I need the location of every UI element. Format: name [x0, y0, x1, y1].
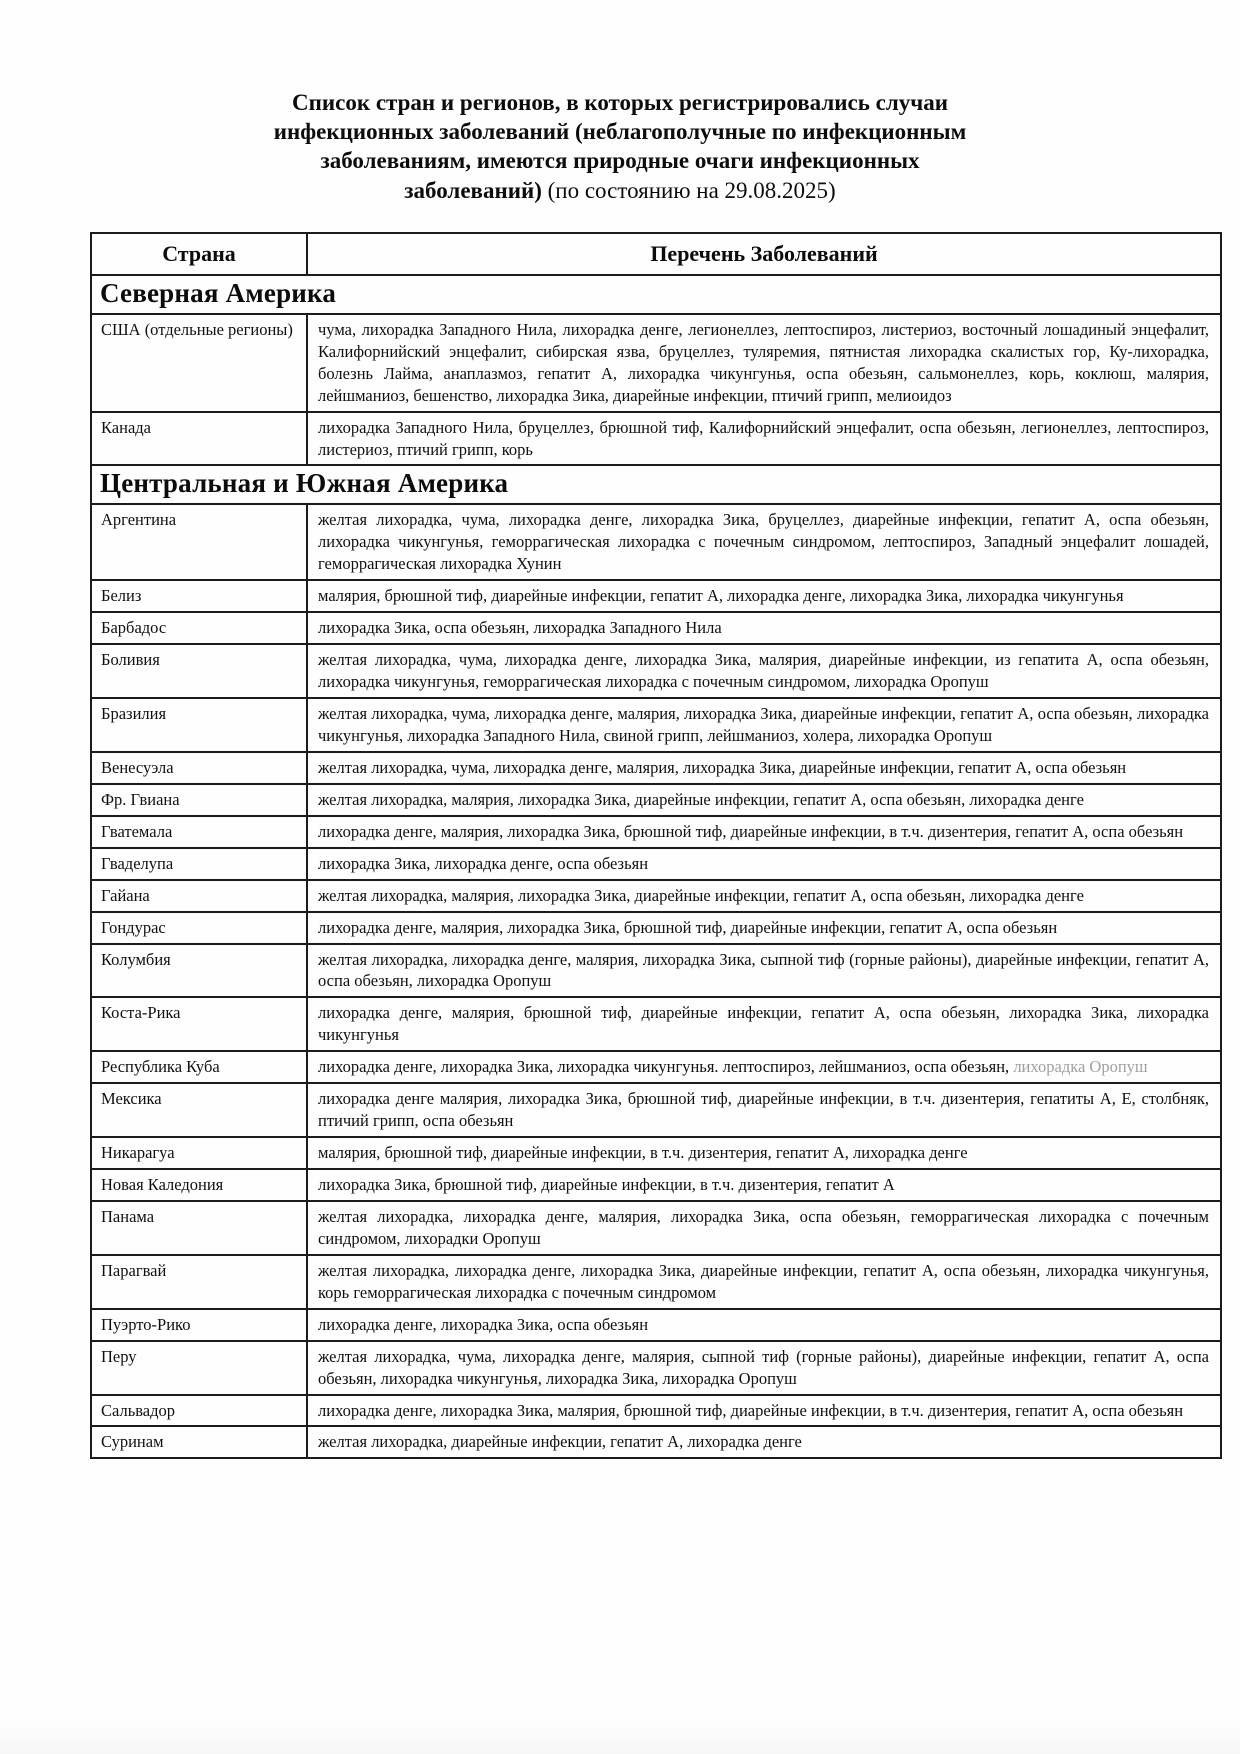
diseases-list — [307, 412, 1221, 466]
table-row — [91, 580, 1221, 612]
table-row — [91, 1426, 1221, 1458]
diseases-text: малярия, брюшной тиф, диарейные инфекции, гепатит А, лихорадка денге, лихорадка Зика, лихорадка чикунгунья — [318, 586, 1124, 606]
table-row — [91, 1309, 1221, 1341]
country-name: Гваделупа — [91, 848, 307, 880]
title-line-4-bold: заболеваний) — [404, 177, 542, 203]
country-name: Бразилия — [91, 698, 307, 752]
country-name: США (отдельные регионы) — [91, 314, 307, 412]
diseases-list — [307, 784, 1221, 816]
country-name: Коста-Рика — [91, 997, 307, 1051]
diseases-text: желтая лихорадка, диарейные инфекции, гепатит А, лихорадка денге — [318, 1432, 802, 1452]
diseases-text-faded: лихорадка Оропуш — [1009, 1057, 1148, 1077]
table-header — [91, 233, 1221, 275]
diseases-list — [307, 1137, 1221, 1169]
country-name: Республика Куба — [91, 1051, 307, 1083]
diseases-text: лихорадка денге, лихорадка Зика, малярия, брюшной тиф, диарейные инфекции, в т.ч. дизентерия, гепатит А, оспа обезьян — [318, 1400, 1184, 1420]
section-row — [91, 275, 1221, 314]
country-name: Венесуэла — [91, 752, 307, 784]
country-name: Никарагуа — [91, 1137, 307, 1169]
scan-artifact — [0, 1714, 1240, 1754]
table-row — [91, 1341, 1221, 1395]
title-line-4 — [180, 176, 1060, 205]
diseases-text: желтая лихорадка, чума, лихорадка денге, малярия, лихорадка Зика, диарейные инфекции, гепатит А, оспа обезьян, лихорадка чикунгунья, лихорадка Западного Нила, свиной грипп, лейшманиоз, холера, лихорадка Оропуш — [318, 704, 1209, 745]
diseases-text: лихорадка Западного Нила, бруцеллез, брюшной тиф, Калифорнийский энцефалит, оспа обезьян, легионеллез, лептоспироз, листериоз, птичий грипп, корь — [318, 417, 1209, 459]
diseases-text: малярия, брюшной тиф, диарейные инфекции, в т.ч. дизентерия, гепатит А, лихорадка денге — [318, 1143, 968, 1163]
diseases-text: желтая лихорадка, чума, лихорадка денге, малярия, лихорадка Зика, диарейные инфекции, гепатит А, оспа обезьян — [318, 757, 1127, 777]
country-name: Панама — [91, 1201, 307, 1255]
diseases-list — [307, 1051, 1221, 1083]
table-row — [91, 314, 1221, 412]
diseases-list — [307, 612, 1221, 644]
title-line-1: Список стран и регионов, в которых регистрировались случаи — [292, 90, 948, 115]
diseases-list — [307, 1201, 1221, 1255]
table-row — [91, 944, 1221, 998]
diseases-text: желтая лихорадка, лихорадка денге, малярия, лихорадка Зика, сыпной тиф (горные районы), диарейные инфекции, гепатит А, оспа обезьян, лихорадка Оропуш — [318, 949, 1209, 991]
diseases-text: лихорадка денге, лихорадка Зика, оспа обезьян — [318, 1314, 649, 1334]
diseases-list — [307, 1169, 1221, 1201]
table-row — [91, 1201, 1221, 1255]
diseases-list — [307, 997, 1221, 1051]
table-row — [91, 880, 1221, 912]
document-title — [180, 0, 1060, 205]
diseases-text: желтая лихорадка, чума, лихорадка денге, лихорадка Зика, бруцеллез, диарейные инфекции, гепатит А, оспа обезьян, лихорадка чикунгунья, геморрагическая лихорадка с почечным синдромом, лептоспироз, Западный энцефалит лошадей, геморрагическая лихорадка Хунин — [318, 510, 1209, 574]
diseases-list — [307, 698, 1221, 752]
table-row — [91, 612, 1221, 644]
country-name: Барбадос — [91, 612, 307, 644]
diseases-text: лихорадка денге, малярия, брюшной тиф, диарейные инфекции, гепатит А, оспа обезьян, лихорадка Зика, лихорадка чикунгунья — [318, 1003, 1209, 1045]
diseases-text: желтая лихорадка, чума, лихорадка денге, лихорадка Зика, малярия, диарейные инфекции, из гепатита А, оспа обезьян, лихорадка чикунгунья, геморрагическая лихорадка с почечным синдромом, лихорадка Оропуш — [318, 650, 1209, 692]
country-name: Канада — [91, 412, 307, 466]
table-row — [91, 1051, 1221, 1083]
section-title: Центральная и Южная Америка — [91, 465, 1221, 504]
title-line-2: инфекционных заболеваний (неблагополучные по инфекционным — [273, 119, 967, 145]
diseases-list — [307, 644, 1221, 698]
diseases-text: чума, лихорадка Западного Нила, лихорадка денге, легионеллез, лептоспироз, листериоз, восточный лошадиный энцефалит, Калифорнийский энцефалит, сибирская язва, бруцеллез, туляремия, пятнистая лихорадка скалистых гор, Ку-лихорадка, болезнь Лайма, анаплазмоз, гепатит А, лихорадка чикунгунья, оспа обезьян, сальмонеллез, корь, коклюш, малярия, лейшманиоз, бешенство, лихорадка Зика, диарейные инфекции, птичий грипп, мелиоидоз — [318, 319, 1209, 405]
country-name: Гватемала — [91, 816, 307, 848]
country-name: Белиз — [91, 580, 307, 612]
table-body — [91, 275, 1221, 1459]
table-row — [91, 1083, 1221, 1137]
diseases-list — [307, 504, 1221, 580]
table-row — [91, 816, 1221, 848]
diseases-list — [307, 944, 1221, 998]
country-name: Гондурас — [91, 912, 307, 944]
header-country: Страна — [91, 233, 307, 275]
table-row — [91, 752, 1221, 784]
section-row — [91, 465, 1221, 504]
diseases-list — [307, 752, 1221, 784]
country-name: Боливия — [91, 644, 307, 698]
diseases-list — [307, 912, 1221, 944]
table-row — [91, 504, 1221, 580]
diseases-table — [90, 232, 1222, 1460]
country-name: Фр. Гвиана — [91, 784, 307, 816]
diseases-text: лихорадка денге малярия, лихорадка Зика, брюшной тиф, диарейные инфекции, в т.ч. дизентерия, гепатиты А, Е, столбняк, птичий грипп, оспа обезьян — [318, 1089, 1209, 1131]
diseases-list — [307, 580, 1221, 612]
diseases-text: желтая лихорадка, лихорадка денге, малярия, лихорадка Зика, оспа обезьян, геморрагическая лихорадка с почечным синдромом, лихорадки Оропуш — [318, 1206, 1209, 1248]
diseases-text: лихорадка денге, малярия, лихорадка Зика, брюшной тиф, диарейные инфекции, в т.ч. дизентерия, гепатит А, оспа обезьян — [318, 821, 1184, 841]
country-name: Пуэрто-Рико — [91, 1309, 307, 1341]
diseases-list — [307, 816, 1221, 848]
table-row — [91, 912, 1221, 944]
table-row — [91, 784, 1221, 816]
diseases-list — [307, 1309, 1221, 1341]
diseases-text: желтая лихорадка, чума, лихорадка денге, малярия, сыпной тиф (горные районы), диарейные инфекции, гепатит А, оспа обезьян, лихорадка чикунгунья, лихорадка Зика, лихорадка Оропуш — [318, 1346, 1209, 1388]
country-name: Мексика — [91, 1083, 307, 1137]
country-name: Перу — [91, 1341, 307, 1395]
table-row — [91, 412, 1221, 466]
diseases-list — [307, 1083, 1221, 1137]
country-name: Аргентина — [91, 504, 307, 580]
table-row — [91, 1395, 1221, 1427]
diseases-text: лихорадка денге, малярия, лихорадка Зика, брюшной тиф, диарейные инфекции, гепатит А, оспа обезьян — [318, 917, 1058, 937]
country-name: Суринам — [91, 1426, 307, 1458]
table-row — [91, 1169, 1221, 1201]
table-row — [91, 698, 1221, 752]
country-name: Парагвай — [91, 1255, 307, 1309]
table-row — [91, 997, 1221, 1051]
diseases-list — [307, 1426, 1221, 1458]
diseases-list — [307, 880, 1221, 912]
diseases-text: лихорадка Зика, лихорадка денге, оспа обезьян — [318, 853, 649, 873]
diseases-text: желтая лихорадка, малярия, лихорадка Зика, диарейные инфекции, гепатит А, оспа обезьян, лихорадка денге — [318, 885, 1084, 905]
diseases-text: лихорадка денге, лихорадка Зика, лихорадка чикунгунья. лептоспироз, лейшманиоз, оспа обезьян, — [318, 1057, 1010, 1077]
diseases-list — [307, 1255, 1221, 1309]
diseases-list — [307, 1341, 1221, 1395]
table-row — [91, 644, 1221, 698]
diseases-text: лихорадка Зика, оспа обезьян, лихорадка Западного Нила — [318, 618, 722, 638]
table-row — [91, 1255, 1221, 1309]
country-name: Сальвадор — [91, 1395, 307, 1427]
diseases-text: желтая лихорадка, лихорадка денге, лихорадка Зика, диарейные инфекции, гепатит А, оспа обезьян, лихорадка чикунгунья, корь геморрагическая лихорадка с почечным синдромом — [318, 1260, 1209, 1302]
title-date: (по состоянию на 29.08.2025) — [541, 177, 836, 203]
diseases-list — [307, 314, 1221, 412]
diseases-text: желтая лихорадка, малярия, лихорадка Зика, диарейные инфекции, гепатит А, оспа обезьян, лихорадка денге — [318, 789, 1084, 809]
header-diseases: Перечень Заболеваний — [307, 233, 1221, 275]
diseases-list — [307, 1395, 1221, 1427]
diseases-list — [307, 848, 1221, 880]
country-name: Новая Каледония — [91, 1169, 307, 1201]
table-row — [91, 848, 1221, 880]
title-line-3: заболеваниям, имеются природные очаги инфекционных — [320, 148, 920, 174]
section-title: Северная Америка — [91, 275, 1221, 314]
header-row — [91, 233, 1221, 275]
country-name: Гайана — [91, 880, 307, 912]
table-row — [91, 1137, 1221, 1169]
diseases-text: лихорадка Зика, брюшной тиф, диарейные инфекции, в т.ч. дизентерия, гепатит А — [318, 1175, 895, 1194]
country-name: Колумбия — [91, 944, 307, 998]
